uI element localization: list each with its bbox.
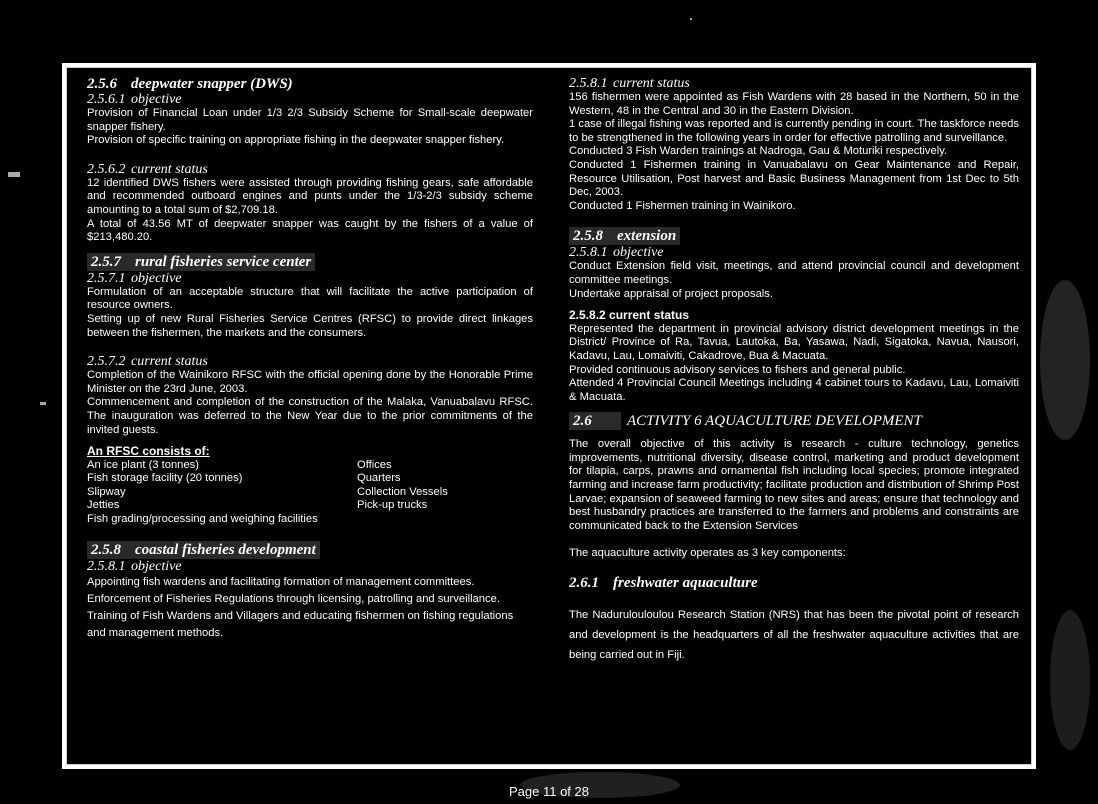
- scan-smudge: [1050, 610, 1090, 750]
- list-item: Offices: [357, 458, 392, 471]
- subsection-heading: 2.5.8.1 current status: [569, 76, 690, 91]
- list-item: Fish grading/processing and weighing facilities: [87, 513, 318, 526]
- right-column: [569, 76, 1019, 665]
- section-heading: 2.6.1 freshwater aquaculture: [569, 575, 758, 592]
- paragraph: The overall objective of this activity is research - culture technology, genetics improvements, nutritional diversity, disease control, marketing and product development for tilapia, carps, prawns and ornamental fish including local species; promote integrated farming and increase farm productivity; facilitate production and distribution of Shrimp Post Larvae; expansion of seaweed farming to new sites and areas; ensure that technology and best husbandry practices are transferred to the farmers and problems and constraints are communicated back to the Extension Services: [569, 438, 1019, 532]
- paragraph: Completion of the Wainikoro RFSC with the official opening done by the Honorable Prime Minister on the 23rd June, 2003.: [87, 369, 533, 395]
- paragraph: Commencement and completion of the construction of the Malaka, Vanuabalavu RFSC. The inauguration was deferred to the New Year due to the prior commitments of the invited guests.: [87, 396, 533, 436]
- scan-noise: [690, 18, 692, 20]
- subsection-heading: 2.5.6.1 objective: [87, 92, 182, 107]
- page-number: Page 11 of 28: [509, 784, 589, 799]
- list-item: Fish storage facility (20 tonnes): [87, 472, 243, 485]
- section-heading: 2.5.6 deepwater snapper (DWS): [87, 76, 293, 92]
- scan-noise: [8, 172, 20, 177]
- paragraph: Conduct Extension field visit, meetings, and attend provincial council and development committee meetings.: [569, 260, 1019, 286]
- left-column: [87, 76, 533, 642]
- subsection-heading: 2.5.8.2 current status: [569, 308, 690, 323]
- paragraph: Conducted 3 Fish Warden trainings at Nadroga, Gau & Moturiki respectively.: [569, 145, 948, 158]
- document-page: [66, 67, 1032, 765]
- subsection-heading: 2.5.7.1 objective: [87, 270, 182, 286]
- subsection-heading: 2.5.7.2 current status: [87, 354, 208, 370]
- paragraph: 1 case of illegal fishing was reported and is currently pending in court. The taskforce needs to be strengthened in the following years in order for effective patrolling and surveillance.: [569, 118, 1019, 144]
- paragraph: 156 fishermen were appointed as Fish Wardens with 28 based in the Northern, 50 in the Western, 48 in the Central and 30 in the Eastern Division.: [569, 91, 1019, 117]
- section-heading: 2.5.8 extension: [569, 227, 1019, 245]
- paragraph: Conducted 1 Fishermen training in Vanuabalavu on Gear Maintenance and Repair, Resource Utilisation, Post harvest and Basic Business Management from 1st Dec to 5th Dec, 2003.: [569, 158, 1019, 199]
- scan-smudge: [1040, 280, 1090, 440]
- rfsc-list-right: [357, 459, 533, 527]
- paragraph: Provided continuous advisory services to fishers and general public.: [569, 363, 906, 376]
- list-item: Slipway: [87, 485, 126, 498]
- list-item: Jetties: [87, 499, 120, 512]
- paragraph: Undertake appraisal of project proposals.: [569, 287, 773, 300]
- subsection-heading: 2.5.6.2 current status: [87, 161, 208, 177]
- list-item: Pick-up trucks: [357, 499, 428, 512]
- paragraph: 12 identified DWS fishers were assisted through providing fishing gears, safe affordable and recommended outboard engines and punts under the 1/3-2/3 subsidy scheme amounting to a total sum of $2,709.18.: [87, 176, 533, 216]
- paragraph: Appointing fish wardens and facilitating formation of management committees.: [87, 575, 475, 588]
- paragraph: Attended 4 Provincial Council Meetings including 4 cabinet tours to Kadavu, Lau, Lomaiviti & Macuata.: [569, 377, 1019, 403]
- paragraph: Represented the department in provincial advisory district development meetings in the District/ Province of Ra, Tavua, Lautoka, Ba, Yasawa, Nadi, Sigatoka, Navua, Nausori, Kadavu, Lau, Lomaiviti, Cakadrove, Bua & Macuata.: [569, 322, 1019, 362]
- subsection-heading: 2.5.8.1 objective: [87, 558, 182, 574]
- paragraph: The Nadurulouloulou Research Station (NRS) that has been the pivotal point of research and development is the headquarters of all the freshwater aquaculture activities that are being carried out in Fiji.: [569, 609, 1019, 662]
- paragraph: Formulation of an acceptable structure that will facilitate the active participation of resource owners.: [87, 285, 533, 312]
- scan-noise: [40, 402, 46, 405]
- paragraph: Provision of Financial Loan under 1/3 2/3 Subsidy Scheme for Small-scale deepwater snapper fishery.: [87, 107, 533, 133]
- paragraph: Conducted 1 Fishermen training in Wainikoro.: [569, 199, 796, 212]
- paragraph: The aquaculture activity operates as 3 key components:: [569, 547, 846, 560]
- section-heading: 2.5.8 coastal fisheries development: [87, 541, 533, 559]
- list-item: Quarters: [357, 472, 401, 485]
- paragraph: Setting up of new Rural Fisheries Service Centres (RFSC) to provide direct linkages between the fishermen, the markets and the consumers.: [87, 312, 533, 339]
- section-heading: 2.5.7 rural fisheries service center: [87, 253, 533, 271]
- rfsc-list-left: [87, 459, 357, 527]
- paragraph: A total of 43.56 MT of deepwater snapper was caught by the fishers of a value of $213,480.20.: [87, 217, 533, 244]
- section-heading: 2.6 ACTIVITY 6 AQUACULTURE DEVELOPMENT: [569, 412, 1019, 430]
- paragraph: Enforcement of Fisheries Regulations through licensing, patrolling and surveillance.: [87, 592, 500, 605]
- paragraph: Provision of specific training on appropriate fishing in the deepwater snapper fishery.: [87, 134, 505, 147]
- subsection-heading: 2.5.8.1 objective: [569, 245, 664, 261]
- paragraph: Training of Fish Wardens and Villagers and educating fishermen on fishing regulations and management methods.: [87, 609, 514, 639]
- rfsc-list-title: An RFSC consists of:: [87, 444, 210, 459]
- rfsc-facilities-list: [87, 459, 533, 527]
- list-item: An ice plant (3 tonnes): [87, 458, 199, 471]
- list-item: Collection Vessels: [357, 485, 448, 498]
